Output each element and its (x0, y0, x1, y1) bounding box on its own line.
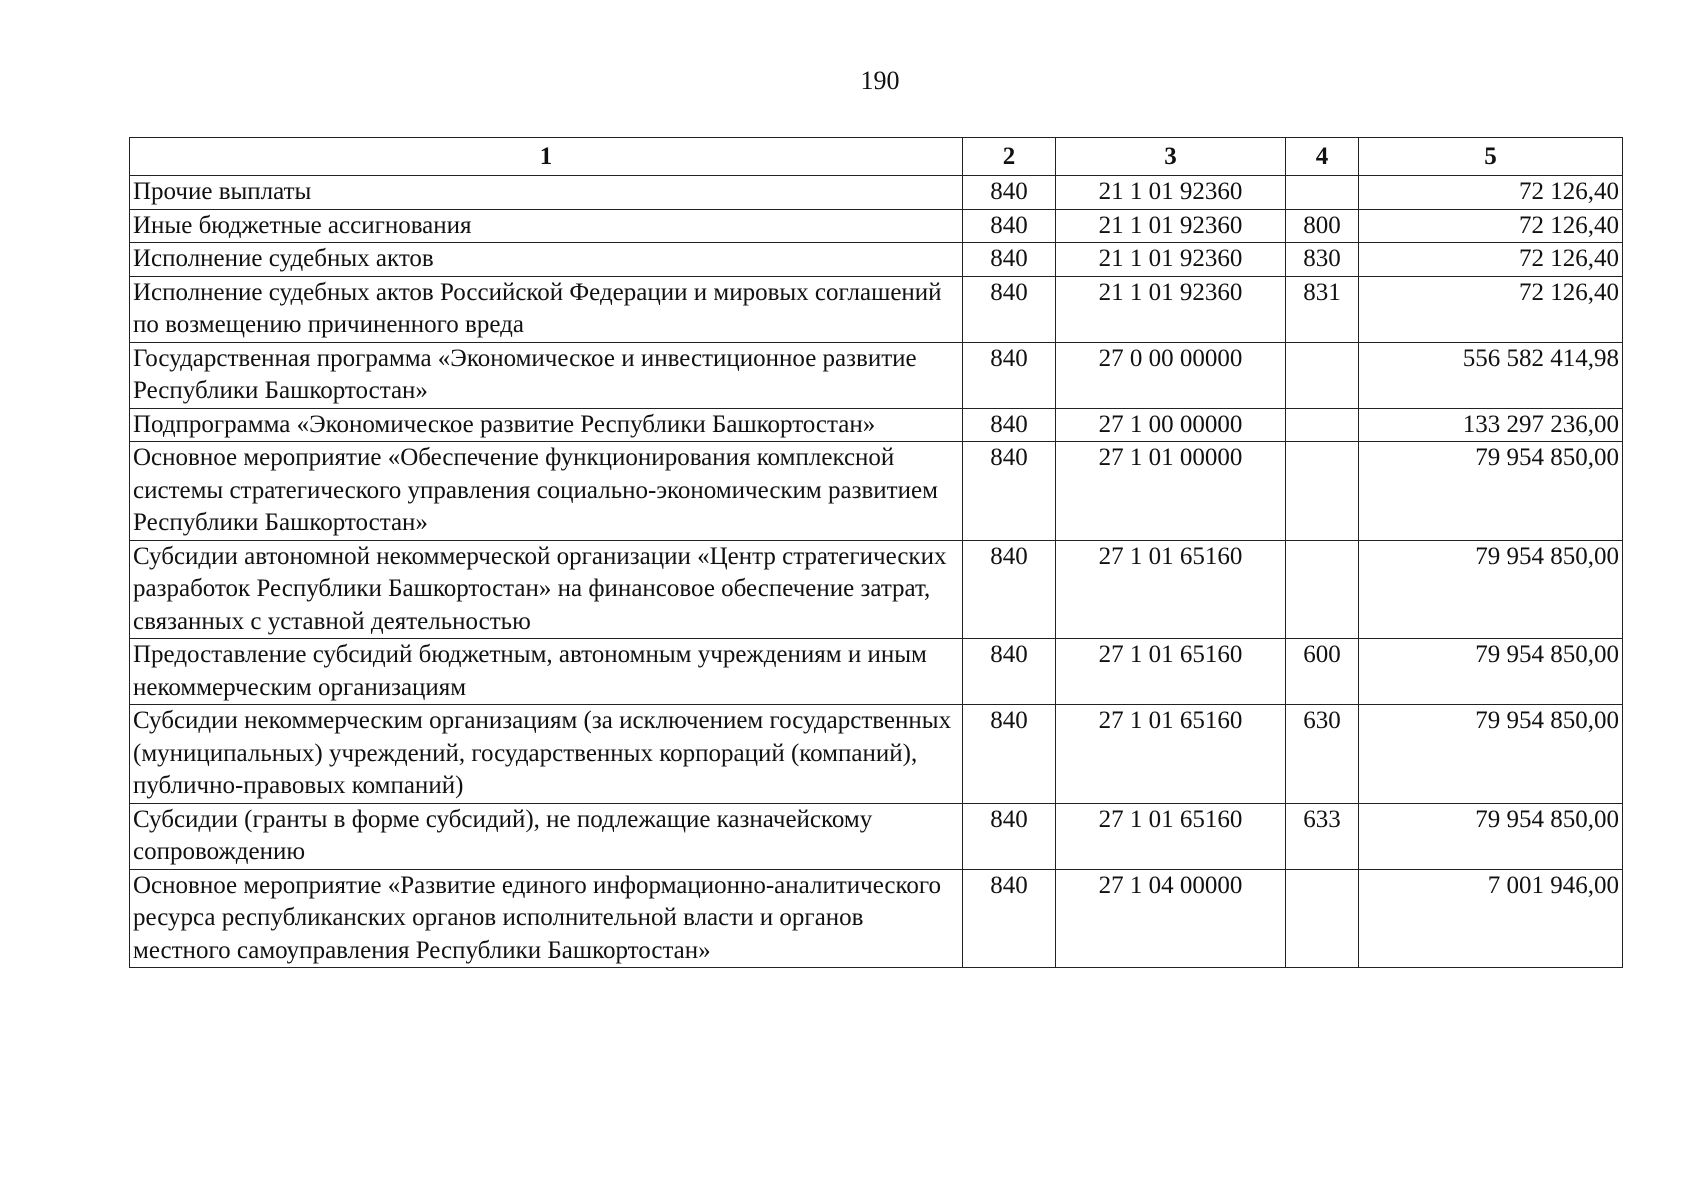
cell-expense-type (1286, 869, 1359, 968)
cell-target-article: 27 1 01 65160 (1056, 705, 1286, 804)
cell-amount: 7 001 946,00 (1359, 869, 1623, 968)
header-col-3: 3 (1056, 138, 1286, 176)
cell-amount: 72 126,40 (1359, 243, 1623, 277)
cell-name: Исполнение судебных актов Российской Федерации и мировых соглашений по возмещению причиненного вреда (130, 276, 963, 342)
cell-target-article: 27 1 01 65160 (1056, 639, 1286, 705)
table-row (130, 342, 1623, 408)
cell-target-article: 21 1 01 92360 (1056, 276, 1286, 342)
cell-target-article: 27 1 01 65160 (1056, 803, 1286, 869)
cell-amount: 79 954 850,00 (1359, 803, 1623, 869)
cell-admin-code: 840 (963, 176, 1056, 210)
table-row (130, 408, 1623, 442)
cell-amount: 79 954 850,00 (1359, 705, 1623, 804)
cell-target-article: 27 1 01 65160 (1056, 540, 1286, 639)
cell-target-article: 27 0 00 00000 (1056, 342, 1286, 408)
cell-admin-code: 840 (963, 243, 1056, 277)
cell-expense-type (1286, 408, 1359, 442)
cell-name: Прочие выплаты (130, 176, 963, 210)
table-row (130, 540, 1623, 639)
cell-expense-type: 800 (1286, 209, 1359, 243)
cell-expense-type (1286, 176, 1359, 210)
table-row (130, 209, 1623, 243)
cell-amount: 133 297 236,00 (1359, 408, 1623, 442)
cell-admin-code: 840 (963, 408, 1056, 442)
table-row (130, 442, 1623, 541)
cell-target-article: 27 1 04 00000 (1056, 869, 1286, 968)
header-col-1: 1 (130, 138, 963, 176)
cell-expense-type: 630 (1286, 705, 1359, 804)
cell-amount: 72 126,40 (1359, 276, 1623, 342)
cell-target-article: 21 1 01 92360 (1056, 209, 1286, 243)
cell-expense-type: 600 (1286, 639, 1359, 705)
header-col-5: 5 (1359, 138, 1623, 176)
cell-amount: 556 582 414,98 (1359, 342, 1623, 408)
cell-admin-code: 840 (963, 276, 1056, 342)
cell-admin-code: 840 (963, 639, 1056, 705)
cell-admin-code: 840 (963, 540, 1056, 639)
cell-amount: 79 954 850,00 (1359, 442, 1623, 541)
cell-amount: 72 126,40 (1359, 209, 1623, 243)
cell-expense-type (1286, 342, 1359, 408)
table-row (130, 705, 1623, 804)
budget-table (129, 137, 1623, 968)
cell-target-article: 27 1 01 00000 (1056, 442, 1286, 541)
cell-name: Подпрограмма «Экономическое развитие Республики Башкортостан» (130, 408, 963, 442)
cell-amount: 79 954 850,00 (1359, 639, 1623, 705)
cell-name: Исполнение судебных актов (130, 243, 963, 277)
header-row (130, 138, 1623, 176)
cell-admin-code: 840 (963, 209, 1056, 243)
table-row (130, 243, 1623, 277)
cell-name: Иные бюджетные ассигнования (130, 209, 963, 243)
cell-name: Субсидии автономной некоммерческой организации «Центр стратегических разработок Республики Башкортостан» на финансовое обеспечение затрат, связанных с уставной деятельностью (130, 540, 963, 639)
cell-target-article: 27 1 00 00000 (1056, 408, 1286, 442)
table-row (130, 803, 1623, 869)
cell-target-article: 21 1 01 92360 (1056, 176, 1286, 210)
cell-admin-code: 840 (963, 342, 1056, 408)
cell-amount: 79 954 850,00 (1359, 540, 1623, 639)
cell-name: Государственная программа «Экономическое и инвестиционное развитие Республики Башкортостан» (130, 342, 963, 408)
table-body (130, 176, 1623, 968)
page-number: 190 (860, 66, 900, 95)
cell-amount: 72 126,40 (1359, 176, 1623, 210)
table-header (130, 138, 1623, 176)
cell-expense-type (1286, 442, 1359, 541)
table-row (130, 639, 1623, 705)
cell-name: Субсидии (гранты в форме субсидий), не подлежащие казначейскому сопровождению (130, 803, 963, 869)
cell-expense-type: 830 (1286, 243, 1359, 277)
cell-admin-code: 840 (963, 869, 1056, 968)
table-row (130, 869, 1623, 968)
table-row (130, 176, 1623, 210)
cell-name: Основное мероприятие «Обеспечение функционирования комплексной системы стратегического управления социально-экономическим развитием Республики Башкортостан» (130, 442, 963, 541)
cell-admin-code: 840 (963, 442, 1056, 541)
cell-name: Субсидии некоммерческим организациям (за исключением государственных (муниципальных) учреждений, государственных корпораций (компаний), публично-правовых компаний) (130, 705, 963, 804)
table-row (130, 276, 1623, 342)
header-col-4: 4 (1286, 138, 1359, 176)
cell-expense-type (1286, 540, 1359, 639)
cell-expense-type: 831 (1286, 276, 1359, 342)
cell-admin-code: 840 (963, 803, 1056, 869)
cell-admin-code: 840 (963, 705, 1056, 804)
cell-expense-type: 633 (1286, 803, 1359, 869)
cell-target-article: 21 1 01 92360 (1056, 243, 1286, 277)
header-col-2: 2 (963, 138, 1056, 176)
cell-name: Предоставление субсидий бюджетным, автономным учреждениям и иным некоммерческим организациям (130, 639, 963, 705)
cell-name: Основное мероприятие «Развитие единого информационно-аналитического ресурса республиканских органов исполнительной власти и органов местного самоуправления Республики Башкортостан» (130, 869, 963, 968)
